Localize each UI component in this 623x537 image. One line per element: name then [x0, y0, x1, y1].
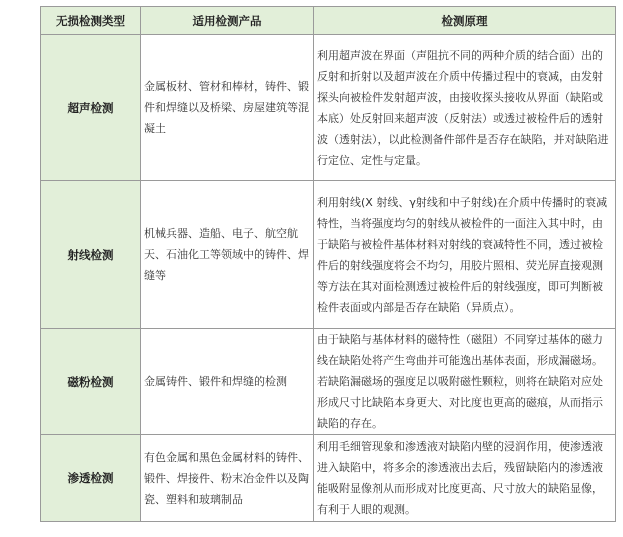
row-type: 渗透检测	[41, 435, 141, 522]
row-products: 金属板材、管材和棒材，铸件、锻件和焊缝以及桥梁、房屋建筑等混凝土	[141, 35, 314, 181]
table-header-row	[41, 7, 616, 35]
row-products: 有色金属和黑色金属材料的铸件、锻件、焊接件、粉末冶金件以及陶瓷、塑料和玻璃制品	[141, 435, 314, 522]
header-type: 无损检测类型	[41, 7, 141, 35]
table-row-penetrant	[41, 435, 616, 522]
ndt-methods-table	[40, 6, 616, 522]
table-row-radiographic	[41, 181, 616, 329]
row-principle: 利用毛细管现象和渗透液对缺陷内壁的浸润作用，使渗透液进入缺陷中，将多余的渗透液出去后，残留缺陷内的渗透液能吸附显像剂从而形成对比度更高、尺寸放大的缺陷显像，有利于人眼的观测。	[314, 435, 616, 522]
table-row-magnetic-particle	[41, 329, 616, 435]
row-principle: 由于缺陷与基体材料的磁特性（磁阻）不同穿过基体的磁力线在缺陷处将产生弯曲并可能逸出基体表面，形成漏磁场。若缺陷漏磁场的强度足以吸附磁性颗粒，则将在缺陷对应处形成尺寸比缺陷本身更大、对比度也更高的磁痕，从而指示缺陷的存在。	[314, 329, 616, 435]
row-type: 超声检测	[41, 35, 141, 181]
table-row-ultrasonic	[41, 35, 616, 181]
row-principle: 利用射线(X 射线、γ射线和中子射线)在介质中传播时的衰减特性，当将强度均匀的射线从被检件的一面注入其中时，由于缺陷与被检件基体材料对射线的衰减特性不同，透过被检件后的射线强度将会不均匀，用胶片照相、荧光屏直接观测等方法在其对面检测透过被检件后的射线强度，即可判断被检件表面或内部是否存在缺陷（异质点）。	[314, 181, 616, 329]
header-products: 适用检测产品	[141, 7, 314, 35]
row-products: 金属铸件、锻件和焊缝的检测	[141, 329, 314, 435]
row-type: 磁粉检测	[41, 329, 141, 435]
header-principle: 检测原理	[314, 7, 616, 35]
row-type: 射线检测	[41, 181, 141, 329]
row-principle: 利用超声波在界面（声阻抗不同的两种介质的结合面）出的反射和折射以及超声波在介质中传播过程中的衰减，由发射探头向被检件发射超声波，由接收探头接收从界面（缺陷或本底）处反射回来超声波（反射法）或透过被检件后的透射波（透射法），以此检测备件部件是否存在缺陷，并对缺陷进行定位、定性与定量。	[314, 35, 616, 181]
row-products: 机械兵器、造船、电子、航空航天、石油化工等领域中的铸件、焊缝等	[141, 181, 314, 329]
